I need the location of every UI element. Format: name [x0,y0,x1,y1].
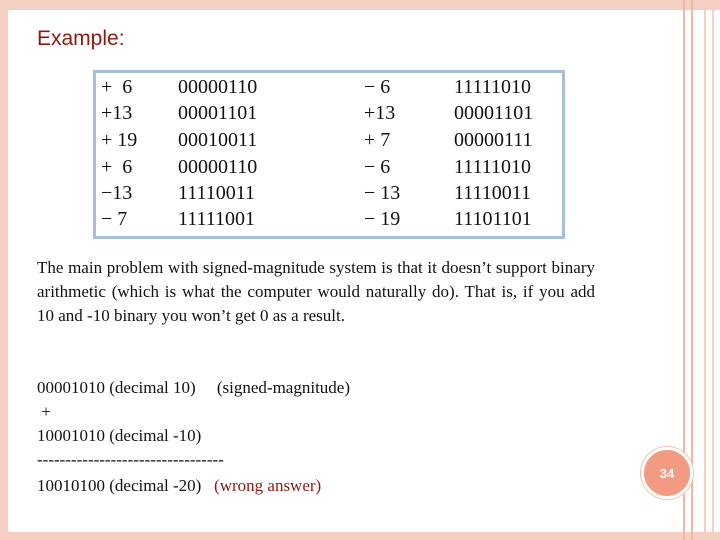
table-cell-binary: 00001101 [178,102,258,124]
table-cell-binary: 00000110 [178,76,258,98]
table-cell-decimal: +13 [101,102,133,124]
table-cell-decimal: − 13 [364,182,401,204]
calc-line-second-operand: 10001010 (decimal -10) [37,426,202,445]
slide-frame-left [0,0,8,540]
page-number-badge: 34 [641,447,693,499]
table-cell-binary: 11111001 [178,208,256,230]
table-cell-decimal: −13 [101,182,133,204]
slide-heading: Example: [37,27,125,50]
calc-line-plus-sign: + [37,402,51,421]
binary-example-table [93,70,565,239]
calc-line-result [37,476,321,496]
slide-frame-top [0,0,720,10]
explanation-paragraph: The main problem with signed-magnitude system is that it doesn’t support binary arithmetic (which is what the computer would naturally do). That is, if you add 10 and -10 binary you won’t get 0 as a result. [37,258,595,325]
table-cell-decimal: +13 [364,102,396,124]
table-cell-decimal: + 6 [101,156,133,178]
table-cell-decimal: − 6 [364,76,391,98]
table-cell-binary: 11101101 [454,208,532,230]
table-cell-decimal: + 19 [101,129,138,151]
table-cell-binary: 00001101 [454,102,534,124]
wrong-answer-note: (wrong answer) [214,476,322,495]
slide-frame-bottom [0,532,720,540]
calc-result-value: 10010100 (decimal -20) [37,476,215,495]
table-cell-binary: 11111010 [454,156,532,178]
table-cell-decimal: + 6 [101,76,133,98]
table-cell-decimal: − 6 [364,156,391,178]
decorative-line [712,0,714,540]
table-cell-decimal: + 7 [364,129,391,151]
table-cell-binary: 11110011 [454,182,532,204]
table-cell-binary: 11111010 [454,76,532,98]
calc-line-first-operand: 00001010 (decimal 10) (signed-magnitude) [37,378,351,397]
decorative-line [704,0,706,540]
table-cell-binary: 00000111 [454,129,533,151]
table-cell-decimal: − 19 [364,208,401,230]
table-cell-binary: 00000110 [178,156,258,178]
table-cell-binary: 11110011 [178,182,256,204]
table-cell-decimal: − 7 [101,208,128,230]
decorative-line [691,0,693,540]
calc-line-divider: --------------------------------- [37,450,224,469]
table-cell-binary: 00010011 [178,129,258,151]
